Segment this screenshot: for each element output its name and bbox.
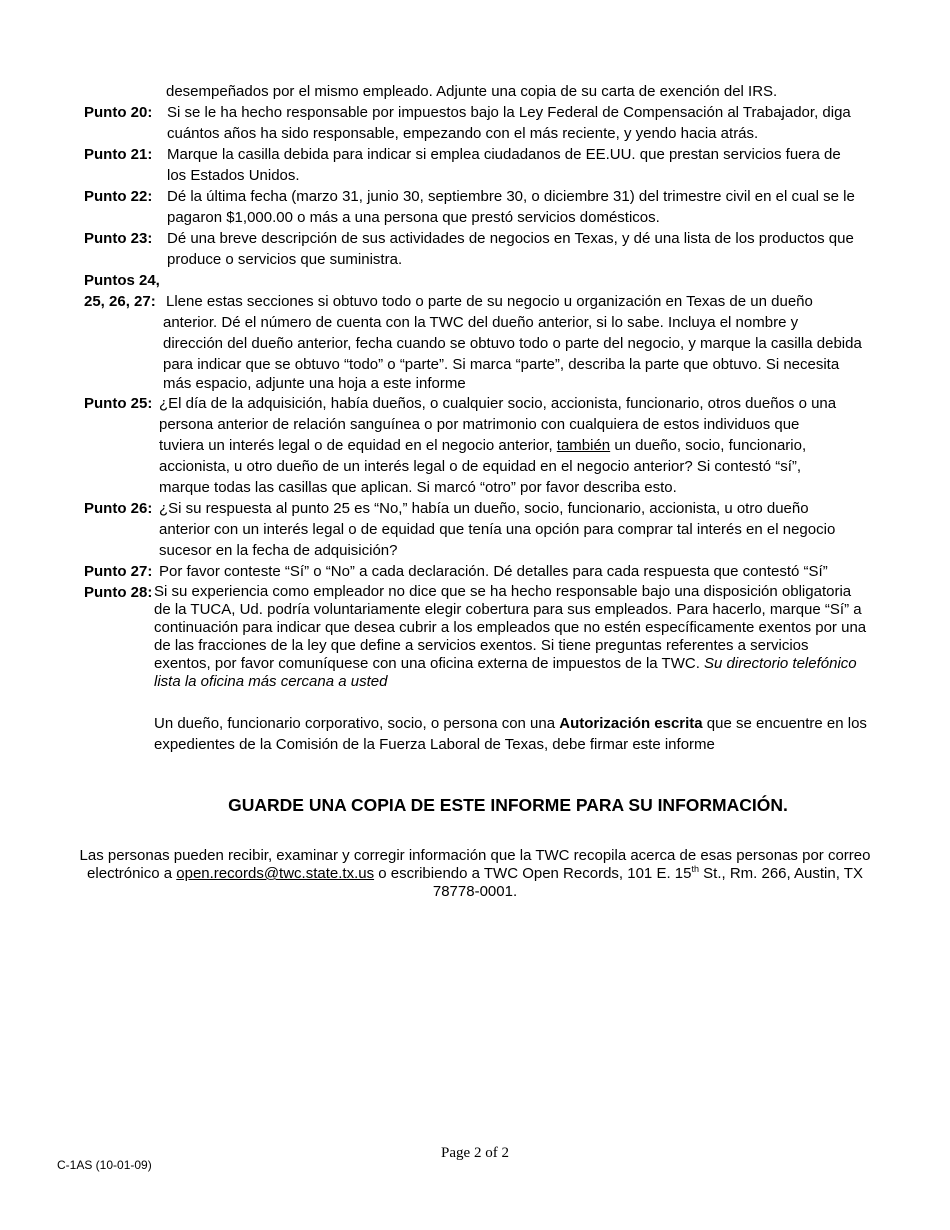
item-25-text: persona anterior de relación sanguínea o por matrimonio con cualquiera de estos individuos que [159,416,800,433]
item-20-text: Si se le ha hecho responsable por impuestos bajo la Ley Federal de Compensación al Trabajador, diga [167,104,851,121]
intro-line: desempeñados por el mismo empleado. Adjunte una copia de su carta de exención del IRS. [166,83,778,100]
item-21-text: Marque la casilla debida para indicar si emplea ciudadanos de EE.UU. que prestan servicios fuera de [167,146,841,163]
items-24-27-label: 25, 26, 27: [84,293,156,310]
items-24-27-text: anterior. Dé el número de cuenta con la TWC del dueño anterior, si lo sabe. Incluya el nombre y [163,314,799,331]
item-21-label: Punto 21: [84,146,153,163]
item-20-text: cuántos años ha sido responsable, empezando con el más reciente, y yendo hacia atrás. [167,125,759,142]
item-28-text: exentos, por favor comuníquese con una oficina externa de impuestos de la TWC. Su directorio telefónico [154,655,857,672]
item-22-text: Dé la última fecha (marzo 31, junio 30, septiembre 30, o diciembre 31) del trimestre civil en el cual se le [167,188,855,205]
privacy-notice: electrónico a open.records@twc.state.tx.us o escribiendo a TWC Open Records, 101 E. 15th St., Rm. 266, Austin, TX [87,864,863,882]
email-link[interactable]: open.records@twc.state.tx.us [176,865,375,882]
items-24-27-label: Puntos 24, [84,272,160,289]
page-number: Page 2 of 2 [441,1145,509,1161]
item-23-label: Punto 23: [84,230,153,247]
item-25-text: ¿El día de la adquisición, había dueños, o cualquier socio, accionista, funcionario, otros dueños o una [159,395,837,412]
item-26-text: anterior con un interés legal o de equidad que tenía una opción para comprar tal interés en el negocio [159,521,836,538]
item-25-text: marque todas las casillas que aplican. Si marcó “otro” por favor describa esto. [159,479,677,496]
items-24-27-text: dirección del dueño anterior, fecha cuando se obtuvo todo o parte del negocio, y marque la casilla debida [163,335,862,352]
item-28-text: continuación para indicar que desea cubrir a los empleados que no estén específicamente exentos por una [154,619,867,636]
item-22-text: pagaron $1,000.00 o más a una persona que prestó servicios domésticos. [167,209,660,226]
item-23-text: produce o servicios que suministra. [167,251,403,268]
signature-note: expedientes de la Comisión de la Fuerza Laboral de Texas, debe firmar este informe [154,736,715,753]
item-28-text: Si su experiencia como empleador no dice que se ha hecho responsable bajo una disposición obligatoria [154,583,852,600]
item-27-label: Punto 27: [84,563,153,580]
item-25-text: tuviera un interés legal o de equidad en el negocio anterior, también un dueño, socio, funcionario, [159,437,807,454]
form-id: C-1AS (10-01-09) [57,1158,152,1172]
privacy-notice: 78778-0001. [432,883,518,900]
keep-copy-heading: GUARDE UNA COPIA DE ESTE INFORME PARA SU INFORMACIÓN. [228,795,788,815]
item-26-text: sucesor en la fecha de adquisición? [159,542,398,559]
items-24-27-text: Llene estas secciones si obtuvo todo o parte de su negocio u organización en Texas de un dueño [166,293,813,310]
item-28-text: de la TUCA, Ud. podría voluntariamente elegir cobertura para sus empleados. Para hacerlo, marque “Sí” a [154,601,862,618]
item-26-label: Punto 26: [84,500,153,517]
item-20-label: Punto 20: [84,104,153,121]
emphasis-italic: Su directorio telefónico [704,655,857,672]
items-24-27-text: más espacio, adjunte una hoja a este informe [163,375,466,392]
emphasis-underline: también [556,437,611,454]
item-23-text: Dé una breve descripción de sus actividades de negocios en Texas, y dé una lista de los productos que [167,230,854,247]
item-25-label: Punto 25: [84,395,153,412]
item-28-text: de las fracciones de la ley que define a servicios exentos. Si tiene preguntas referentes a servicios [154,637,809,654]
item-27-text: Por favor conteste “Sí” o “No” a cada declaración. Dé detalles para cada respuesta que contestó “Sí” [159,563,828,580]
item-28-label: Punto 28: [84,584,153,601]
items-24-27-text: para indicar que se obtuvo “todo” o “parte”. Si marca “parte”, describa la parte que obtuvo. Si necesita [163,356,840,373]
privacy-notice: Las personas pueden recibir, examinar y corregir información que la TWC recopila acerca de esas personas por correo [79,847,871,864]
item-28-text: lista la oficina más cercana a usted [154,673,388,690]
item-21-text: los Estados Unidos. [167,167,300,184]
item-22-label: Punto 22: [84,188,153,205]
emphasis-bold: Autorización escrita [559,715,703,732]
signature-note: Un dueño, funcionario corporativo, socio, o persona con una Autorización escrita que se encuentre en los [154,715,867,732]
item-25-text: accionista, u otro dueño de un interés legal o de equidad en el negocio anterior? Si contestó “sí”, [159,458,802,475]
item-26-text: ¿Si su respuesta al punto 25 es “No,” había un dueño, socio, funcionario, accionista, u otro dueño [159,500,809,517]
